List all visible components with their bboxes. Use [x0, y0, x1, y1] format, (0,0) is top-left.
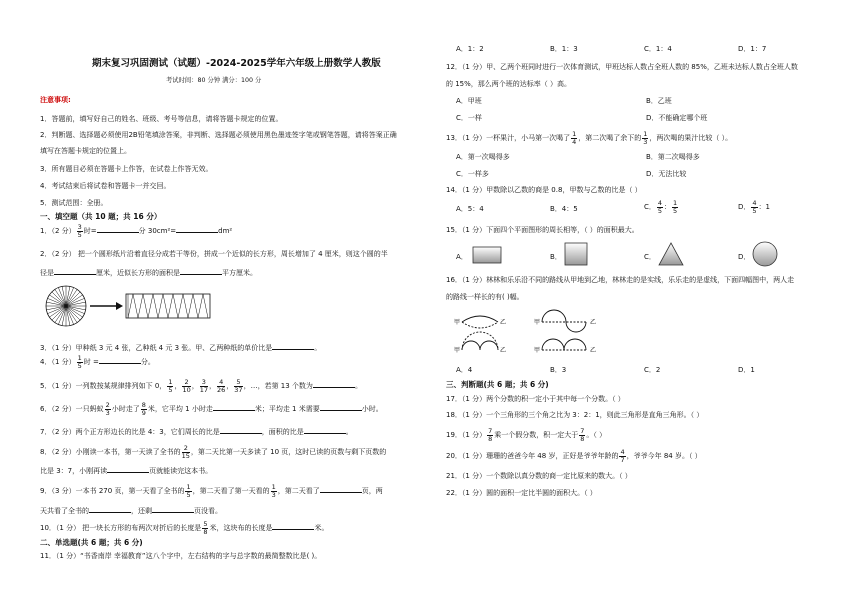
fraction: $\frac{3}{5}$ [77, 223, 82, 239]
option-d[interactable]: D． [738, 253, 751, 261]
answer-blank[interactable] [272, 521, 314, 530]
exam-meta: 考试时间：80 分钟 满分：100 分 [166, 77, 262, 84]
question-10: 10．（1 分） 把一块长方形的布两次对折后的长度是 $\frac{5}{8}$ 米，这块布的长度是 米。 [40, 520, 329, 536]
answer-blank[interactable] [220, 425, 262, 434]
svg-text:乙: 乙 [590, 319, 597, 326]
option-c[interactable]: C．2 [644, 366, 661, 374]
route-figure-4 [534, 339, 596, 354]
answer-blank[interactable] [313, 379, 355, 388]
option-b[interactable]: B．4：5 [550, 205, 578, 213]
question-12-cont: 的 15%，那么两个班的达标率（ ）高。 [446, 80, 572, 88]
circle-to-rectangle-figure [44, 284, 214, 328]
option-d[interactable]: D．1 [738, 366, 755, 374]
answer-blank[interactable] [54, 266, 96, 275]
answer-blank[interactable] [99, 355, 141, 364]
question-9-cont: 天共看了全书的 ，还剩 页没看。 [40, 504, 222, 515]
option-a[interactable]: A．甲班 [456, 97, 482, 105]
answer-blank[interactable] [176, 224, 218, 233]
route-figure-3 [454, 332, 506, 354]
svg-text:甲: 甲 [454, 319, 461, 326]
note-item: 1．答题前，填写好自己的姓名、班级、考号等信息，请将答题卡规定的位置。 [40, 115, 283, 123]
option-c[interactable]: C．一样 [456, 114, 482, 122]
option-a[interactable]: A．1：2 [456, 45, 484, 53]
route-figures [452, 308, 602, 360]
answer-blank[interactable] [272, 341, 314, 350]
option-b[interactable]: B．第二次喝得多 [646, 153, 700, 161]
option-c[interactable]: C．一样多 [456, 170, 489, 178]
answer-blank[interactable] [89, 504, 131, 513]
answer-blank[interactable] [107, 464, 149, 473]
option-d[interactable]: D．1：7 [738, 45, 767, 53]
answer-blank[interactable] [180, 266, 222, 275]
route-figure-2 [534, 310, 596, 332]
question-6: 6．（2 分）一只蚂蚁 $\frac{2}{3}$ 小时走了 $\frac{8}{9}$ 米，它平均 1 小时走 米；平均走 1 米需要 小时。 [40, 401, 383, 417]
option-d[interactable]: D．不能确定哪个班 [646, 114, 708, 122]
option-c[interactable]: C． $\frac{4}{5}$ ： $\frac{1}{5}$ [644, 199, 678, 215]
question-17: 17．（1 分）两个分数的积一定小于其中每一个分数。（ ） [446, 395, 625, 403]
svg-text:乙: 乙 [500, 347, 507, 354]
svg-text:乙: 乙 [590, 347, 597, 354]
option-d[interactable]: D．无法比较 [646, 170, 687, 178]
option-b[interactable]: B．1：3 [550, 45, 578, 53]
answer-blank[interactable] [213, 402, 255, 411]
question-22: 22．（1 分）圆的面积一定比半圆的面积大。（ ） [446, 489, 597, 497]
question-21: 21．（1 分）一个数除以真分数的商一定比原来的数大。（ ） [446, 472, 632, 480]
approx-rectangle-icon [126, 294, 210, 318]
circle-shape-icon [752, 241, 778, 267]
note-item: 4．考试结束后将试卷和答题卡一并交回。 [40, 182, 171, 190]
svg-text:甲: 甲 [534, 319, 541, 326]
answer-blank[interactable] [320, 484, 362, 493]
option-b[interactable]: B．乙班 [646, 97, 672, 105]
question-18: 18．（1 分）一个三角形的三个角之比为 3：2：1，则此三角形是直角三角形。（ ） [446, 411, 704, 419]
question-3: 3．（1 分）甲种纸 3 元 4 张，乙种纸 4 元 3 张。甲、乙两种纸的单价比是 。 [40, 341, 321, 352]
square-shape-icon [564, 242, 588, 266]
note-item: 3．所有题目必须在答题卡上作答，在试卷上作答无效。 [40, 165, 213, 173]
answer-blank[interactable] [97, 224, 139, 233]
notes-heading: 注意事项: [40, 96, 71, 104]
question-13: 13．（1 分）一杯果汁，小马第一次喝了 $\frac{1}{4}$ ，第二次喝了余下的 $\frac{1}{3}$ ，两次喝的果汁比较（ ）。 [446, 130, 733, 146]
svg-text:甲: 甲 [534, 347, 541, 354]
option-a[interactable]: A．4 [456, 366, 473, 374]
question-14: 14．（1 分）甲数除以乙数的商是 0.8，甲数与乙数的比是（ ） [446, 186, 642, 194]
question-15: 15．（1 分）下面四个平面图形的周长相等，（ ）的面积最大。 [446, 226, 639, 234]
question-8-cont: 比是 3：7，小刚再读 页就能读完这本书。 [40, 464, 212, 475]
option-a[interactable]: A．第一次喝得多 [456, 153, 510, 161]
answer-blank[interactable] [320, 402, 362, 411]
question-11: 11．（1 分）“书香南岸 幸福教育”这八个字中，左右结构的字与总字数的最简整数比是( )。 [40, 552, 322, 560]
note-item: 填写在答题卡规定的位置上。 [40, 147, 131, 155]
triangle-shape-icon [658, 242, 684, 266]
option-d[interactable]: D． $\frac{4}{5}$ ：1 [738, 199, 770, 215]
question-4: 4．（1 分） $\frac{1}{5}$ 时 = 分。 [40, 354, 155, 370]
option-c[interactable]: C．1：4 [644, 45, 672, 53]
question-2-cont: 径是 厘米，近似长方形的面积是 平方厘米。 [40, 266, 257, 277]
question-2: 2．（2 分） 把一个圆形纸片沿着直径分成若干等份，拼成一个近似的长方形，周长增加了 4 厘米，则这个圆的半 [40, 250, 388, 258]
question-16: 16．（1 分）林林和乐乐沿不同的路线从甲地到乙地，林林走的是实线，乐乐走的是虚线，下面四幅图中，两人走 [446, 276, 795, 284]
question-12: 12．（1 分）甲、乙两个班同时进行一次体育测试，甲班达标人数占全班人数的 85%，乙班未达标人数占全班人数 [446, 63, 798, 71]
option-b[interactable]: B． [550, 253, 562, 261]
option-a[interactable]: A．5：4 [456, 205, 484, 213]
note-item: 2．判断题、选择题必须使用2B铅笔填涂答案，非判断、选择题必须使用黑色墨迹签字笔或钢笔答题，请将答案正确 [40, 131, 397, 139]
answer-blank[interactable] [304, 425, 346, 434]
option-a[interactable]: A． [456, 253, 468, 261]
svg-text:乙: 乙 [500, 319, 507, 326]
svg-text:甲: 甲 [454, 347, 461, 354]
question-20: 20．（1 分）珊珊的爸爸今年 48 岁，正好是爷爷年龄的 $\frac{4}{7}$ ，爷爷今年 84 岁。（ ） [446, 448, 702, 464]
option-b[interactable]: B．3 [550, 366, 567, 374]
question-19: 19．（1 分） $\frac{7}{8}$ 乘一个假分数，积一定大于 $\frac{7}{8}$ 。（ ） [446, 427, 607, 443]
page-title: 期末复习巩固测试（试题）-2024-2025学年六年级上册数学人教版 [92, 58, 381, 69]
question-9: 9．（3 分）一本书 270 页，第一天看了全书的 $\frac{1}{5}$ ，第二天看了第一天看的 $\frac{1}{3}$ ，第二天看了 页，两 [40, 483, 383, 499]
sectored-circle-icon [46, 286, 86, 326]
question-8: 8．（2 分）小刚读一本书，第一天读了全书的 $\frac{2}{15}$ ，第二天比第一天多读了 10 页，这时已读的页数与剩下页数的 [40, 444, 387, 460]
question-7: 7．（2 分）两个正方形边长的比是 4：3，它们周长的比是 ，面积的比是 。 [40, 425, 353, 436]
section-fill-in: 一、填空题（共 10 题；共 16 分） [40, 212, 162, 221]
answer-blank[interactable] [152, 504, 194, 513]
arrow-icon [90, 302, 123, 310]
route-figure-1 [454, 316, 506, 328]
question-16-cont: 的路线一样长的有( )幅。 [446, 293, 524, 301]
rectangle-shape-icon [472, 244, 502, 266]
note-item: 5．测试范围：全册。 [40, 199, 108, 207]
section-single-choice: 二、单选题(共 6 题；共 6 分) [40, 538, 143, 547]
option-c[interactable]: C． [644, 253, 656, 261]
question-5: 5．（1 分）一列数按某规律排列如下 0， $\frac{1}{5}$ ， $\frac{2}{10}$ ， $\frac{3}{17}$ ， $\frac{4}{26}$ ， $\frac{5}{37}$ ，…，若第 13 个数为 。 [40, 378, 362, 394]
section-true-false: 三、判断题(共 6 题；共 6 分) [446, 380, 549, 389]
question-1: 1．（2 分） $\frac{3}{5}$ 时= 分 30cm²= dm² [40, 223, 233, 239]
